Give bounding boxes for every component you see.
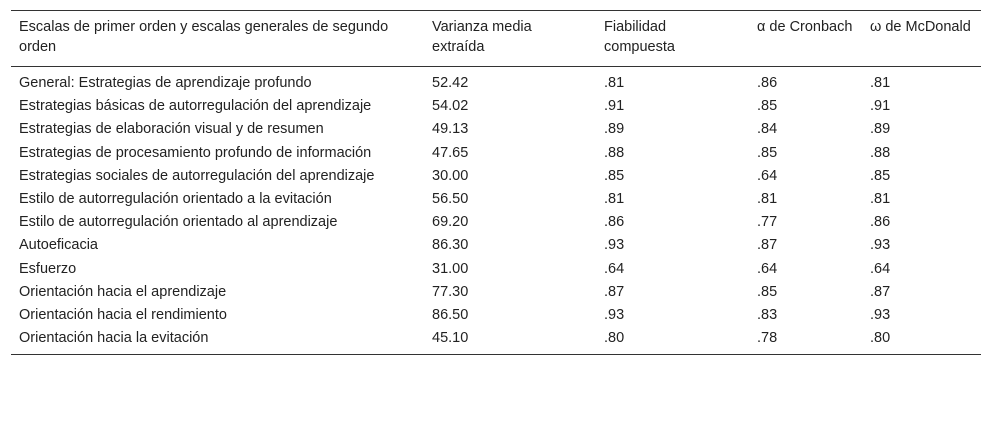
cell-scale: Estrategias de procesamiento profundo de información (19, 144, 372, 161)
cell-cronbach-alpha: .77 (757, 214, 778, 231)
table-row (11, 303, 981, 326)
cell-scale: Estilo de autorregulación orientado al aprendizaje (19, 214, 338, 231)
cell-composite-reliability: .93 (604, 237, 625, 254)
table-row (11, 67, 981, 95)
table-body (11, 67, 981, 355)
header-mcdonald-omega: ω de McDonald (870, 19, 971, 35)
table-header (11, 11, 981, 67)
cell-scale: Autoeficacia (19, 237, 98, 254)
cell-scale: General: Estrategias de aprendizaje profundo (19, 75, 312, 91)
cell-composite-reliability: .87 (604, 283, 625, 300)
table-row (11, 211, 981, 234)
cell-mcdonald-omega: .89 (870, 121, 891, 138)
cell-mcdonald-omega: .81 (870, 75, 891, 91)
cell-scale: Orientación hacia la evitación (19, 330, 209, 347)
cell-cronbach-alpha: .64 (757, 260, 778, 277)
cell-composite-reliability: .93 (604, 306, 625, 323)
cell-ave: 86.50 (432, 306, 469, 323)
table-row (11, 326, 981, 354)
cell-mcdonald-omega: .86 (870, 214, 891, 231)
cell-scale: Esfuerzo (19, 260, 77, 277)
table-row (11, 164, 981, 187)
cell-ave: 45.10 (432, 330, 469, 347)
header-cronbach-alpha: α de Cronbach (757, 19, 853, 35)
cell-mcdonald-omega: .87 (870, 283, 891, 300)
cell-composite-reliability: .81 (604, 75, 625, 91)
cell-mcdonald-omega: .93 (870, 237, 891, 254)
cell-scale: Orientación hacia el aprendizaje (19, 283, 227, 300)
header-row (11, 11, 981, 67)
cell-ave: 69.20 (432, 214, 469, 231)
cell-ave: 77.30 (432, 283, 469, 300)
table-row (11, 257, 981, 280)
table-row (11, 141, 981, 164)
cell-mcdonald-omega: .88 (870, 144, 891, 161)
cell-ave: 54.02 (432, 98, 469, 115)
cell-ave: 86.30 (432, 237, 469, 254)
cell-scale: Estilo de autorregulación orientado a la evitación (19, 190, 332, 207)
table-row (11, 95, 981, 118)
cell-ave: 47.65 (432, 144, 469, 161)
cell-composite-reliability: .88 (604, 144, 625, 161)
cell-cronbach-alpha: .81 (757, 190, 778, 207)
cell-mcdonald-omega: .64 (870, 260, 891, 277)
cell-cronbach-alpha: .64 (757, 167, 778, 184)
reliability-table-container (11, 10, 981, 355)
cell-ave: 52.42 (432, 75, 469, 91)
cell-composite-reliability: .80 (604, 330, 625, 347)
cell-scale: Estrategias básicas de autorregulación del aprendizaje (19, 98, 372, 115)
cell-ave: 30.00 (432, 167, 469, 184)
cell-composite-reliability: .89 (604, 121, 625, 138)
cell-mcdonald-omega: .93 (870, 306, 891, 323)
cell-ave: 31.00 (432, 260, 469, 277)
cell-mcdonald-omega: .91 (870, 98, 891, 115)
cell-cronbach-alpha: .87 (757, 237, 778, 254)
cell-cronbach-alpha: .85 (757, 283, 778, 300)
cell-cronbach-alpha: .78 (757, 330, 778, 347)
cell-composite-reliability: .91 (604, 98, 625, 115)
cell-cronbach-alpha: .85 (757, 98, 778, 115)
table-row (11, 187, 981, 210)
cell-composite-reliability: .81 (604, 190, 625, 207)
reliability-table (11, 10, 981, 355)
cell-ave: 49.13 (432, 121, 469, 138)
cell-scale: Estrategias sociales de autorregulación del aprendizaje (19, 167, 375, 184)
cell-mcdonald-omega: .81 (870, 190, 891, 207)
cell-composite-reliability: .86 (604, 214, 625, 231)
cell-mcdonald-omega: .80 (870, 330, 891, 347)
header-ave: Varianza media extraída (432, 19, 532, 55)
cell-scale: Estrategias de elaboración visual y de resumen (19, 121, 324, 138)
table-row (11, 280, 981, 303)
cell-composite-reliability: .85 (604, 167, 625, 184)
header-scale: Escalas de primer orden y escalas generales de segundo orden (19, 19, 389, 55)
cell-scale: Orientación hacia el rendimiento (19, 306, 227, 323)
table-row (11, 234, 981, 257)
header-composite-reliability: Fiabilidad compuesta (604, 19, 675, 55)
cell-cronbach-alpha: .84 (757, 121, 778, 138)
table-row (11, 118, 981, 141)
cell-cronbach-alpha: .86 (757, 75, 778, 91)
cell-composite-reliability: .64 (604, 260, 625, 277)
cell-mcdonald-omega: .85 (870, 167, 891, 184)
cell-ave: 56.50 (432, 190, 469, 207)
cell-cronbach-alpha: .85 (757, 144, 778, 161)
cell-cronbach-alpha: .83 (757, 306, 778, 323)
